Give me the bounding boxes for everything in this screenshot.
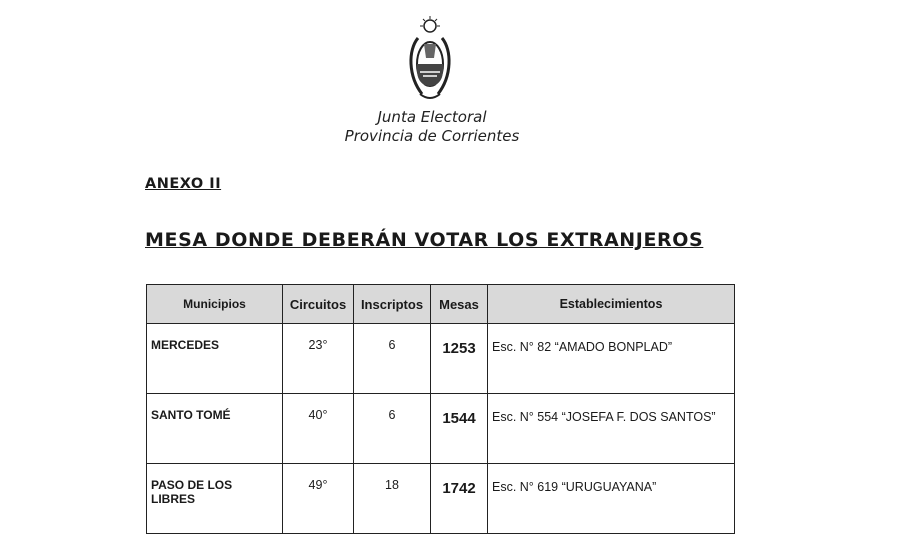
cell-municipio: PASO DE LOS LIBRES xyxy=(147,464,283,534)
table-row xyxy=(147,464,735,534)
annex-label: ANEXO II xyxy=(145,176,222,192)
cell-mesa: 1544 xyxy=(431,394,488,464)
cell-inscriptos: 6 xyxy=(354,394,431,464)
org-name: Junta Electoral xyxy=(377,108,487,126)
cell-circuito: 40° xyxy=(283,394,354,464)
org-province: Provincia de Corrientes xyxy=(344,127,520,145)
cell-establecimiento: Esc. N° 554 “JOSEFA F. DOS SANTOS” xyxy=(488,394,735,464)
cell-municipio: MERCEDES xyxy=(147,324,283,394)
cell-mesa: 1742 xyxy=(431,464,488,534)
table-header-row xyxy=(147,285,735,324)
column-header-establecimientos: Establecimientos xyxy=(488,285,735,324)
column-header-mesas: Mesas xyxy=(431,285,488,324)
cell-establecimiento: Esc. N° 82 “AMADO BONPLAD” xyxy=(488,324,735,394)
cell-establecimiento: Esc. N° 619 “URUGUAYANA” xyxy=(488,464,735,534)
coat-of-arms-icon xyxy=(404,14,456,106)
table-row xyxy=(147,394,735,464)
cell-inscriptos: 6 xyxy=(354,324,431,394)
cell-mesa: 1253 xyxy=(431,324,488,394)
table-row xyxy=(147,324,735,394)
cell-circuito: 49° xyxy=(283,464,354,534)
cell-municipio: SANTO TOMÉ xyxy=(147,394,283,464)
voting-table xyxy=(146,284,735,534)
column-header-inscriptos: Inscriptos xyxy=(354,285,431,324)
column-header-municipios: Municipios xyxy=(147,285,283,324)
cell-circuito: 23° xyxy=(283,324,354,394)
cell-inscriptos: 18 xyxy=(354,464,431,534)
page-title: MESA DONDE DEBERÁN VOTAR LOS EXTRANJEROS xyxy=(145,229,704,251)
column-header-circuitos: Circuitos xyxy=(283,285,354,324)
